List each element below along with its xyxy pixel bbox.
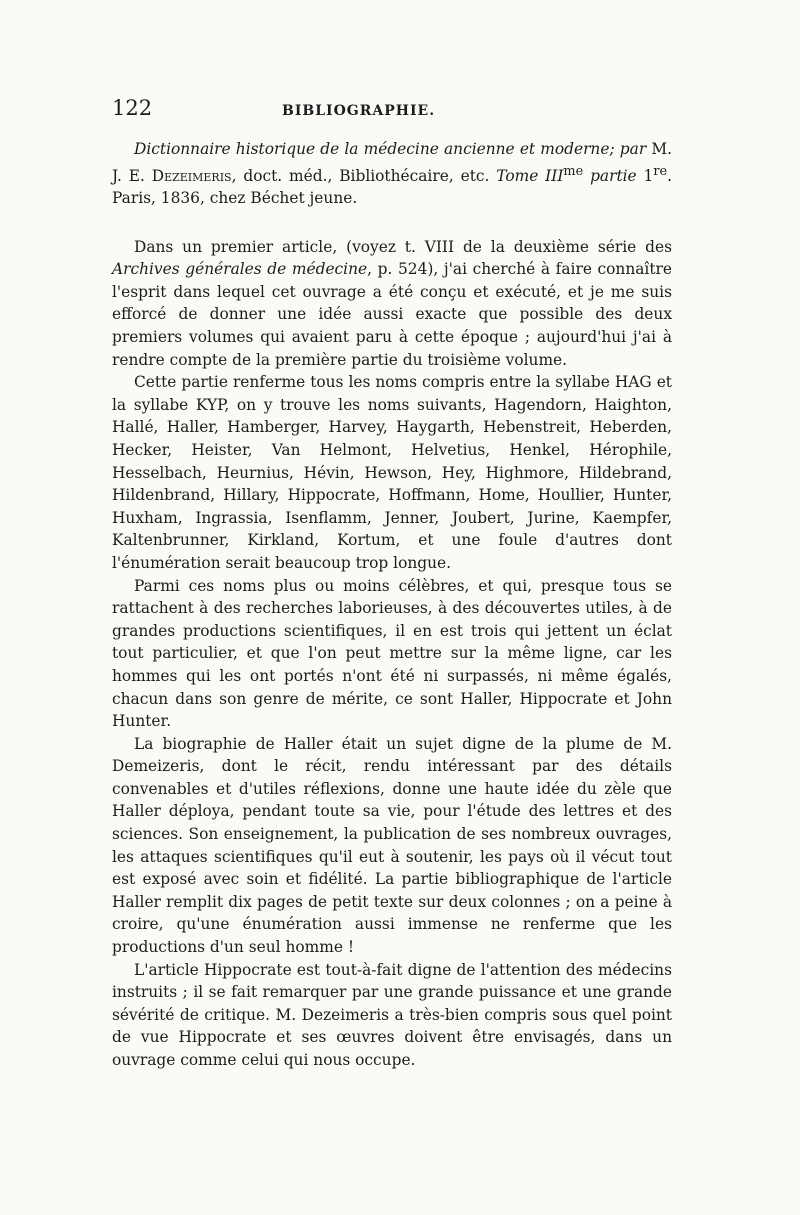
body-text xyxy=(112,236,672,1072)
citation-author-name: Dezeimeris xyxy=(151,166,232,185)
citation-credentials: , doct. méd., Bibliothécaire, etc. xyxy=(231,166,490,185)
citation-partie: partie xyxy=(590,166,637,185)
paragraph-4: La biographie de Haller était un sujet digne de la plume de M. Demeizeris, dont le récit, rendu intéressant par des détails convenables et d'utiles réflexions, donne une haute idée du zèle que Haller déploya, pendant toute sa vie, pour l'étude des lettres et des sciences. Son enseignement, la publication de ses nombreux ouvrages, les attaques scientifiques qu'il eut à soutenir, les pays où il vécut tout est exposé avec soin et fidélité. La partie bibliographique de l'article Haller remplit dix pages de petit texte sur deux colonnes ; on a peine à croire, qu'une énumération aussi immense ne renferme que les productions d'un seul homme ! xyxy=(112,734,672,957)
bibliographic-citation xyxy=(112,138,672,210)
paragraph-1-start: Dans un premier article, (voyez t. VIII de la deuxième série des xyxy=(134,237,672,256)
citation-partie-num: 1 xyxy=(643,166,654,185)
paragraph-3: Parmi ces noms plus ou moins célèbres, et qui, presque tous se rattachent à des recherches laborieuses, à des découvertes utiles, à de grandes productions scientifiques, il en est trois qui jettent un éclat tout particulier, et que l'on peut mettre sur la même ligne, car les hommes qui les ont portés n'ont été ni surpassés, ni même égalés, chacun dans son genre de mérite, ce sont Haller, Hippocrate et John Hunter. xyxy=(112,576,672,731)
citation-title: Dictionnaire historique de la médecine ancienne et moderne xyxy=(134,140,610,158)
citation-tome: Tome III xyxy=(496,166,564,185)
paragraph-2: Cette partie renferme tous les noms compris entre la syllabe HAG et la syllabe KYP, on y trouve les noms suivants, Hagendorn, Haighton, Hallé, Haller, Hamberger, Harvey, Haygarth, Hebenstreit, Heberden, Hecker, Heister, Van Helmont, Helvetius, Henkel, Hérophile, Hesselbach, Heurnius, Hévin, Hewson, Hey, Highmore, Hildebrand, Hildenbrand, Hillary, Hippocrate, Hoffmann, Home, Houllier, Hunter, Huxham, Ingrassia, Isenflamm, Jenner, Joubert, Jurine, Kaempfer, Kaltenbrunner, Kirkland, Kortum, et une foule d'autres dont l'énumération serait beaucoup trop longue. xyxy=(112,373,672,572)
running-title: BIBLIOGRAPHIE. xyxy=(282,103,436,119)
paragraph-5: L'article Hippocrate est tout-à-fait digne de l'attention des médecins instruits ; il se fait remarquer par une grande puissance et une grande sévérité de critique. M. Dezeimeris a très-bien compris sous quel point de vue Hippocrate et ses œuvres doivent être envisagés, dans un ouvrage comme celui qui nous occupe. xyxy=(112,960,672,1069)
citation-imprint: . Paris, 1836, chez Béchet jeune. xyxy=(112,166,672,208)
citation-sep: ; par xyxy=(609,140,647,158)
citation-author-initials: M. J. E. xyxy=(112,140,672,185)
citation-partie-sup: re xyxy=(653,163,668,179)
citation-tome-sup: me xyxy=(563,163,584,179)
journal-title: Archives générales de médecine xyxy=(112,260,368,279)
running-head xyxy=(112,96,672,130)
page xyxy=(112,96,672,1072)
paragraph-1 xyxy=(112,236,672,372)
paragraph-1-end: , p. 524), j'ai cherché à faire connaître l'esprit dans lequel cet ouvrage a été conçu et exécuté, et je me suis efforcé de donner une idée aussi exacte que possible des deux premiers volumes qui avaient paru à cette époque ; aujourd'hui j'ai à rendre compte de la première partie du troisième volume. xyxy=(112,260,672,369)
page-number: 122 xyxy=(112,96,153,120)
